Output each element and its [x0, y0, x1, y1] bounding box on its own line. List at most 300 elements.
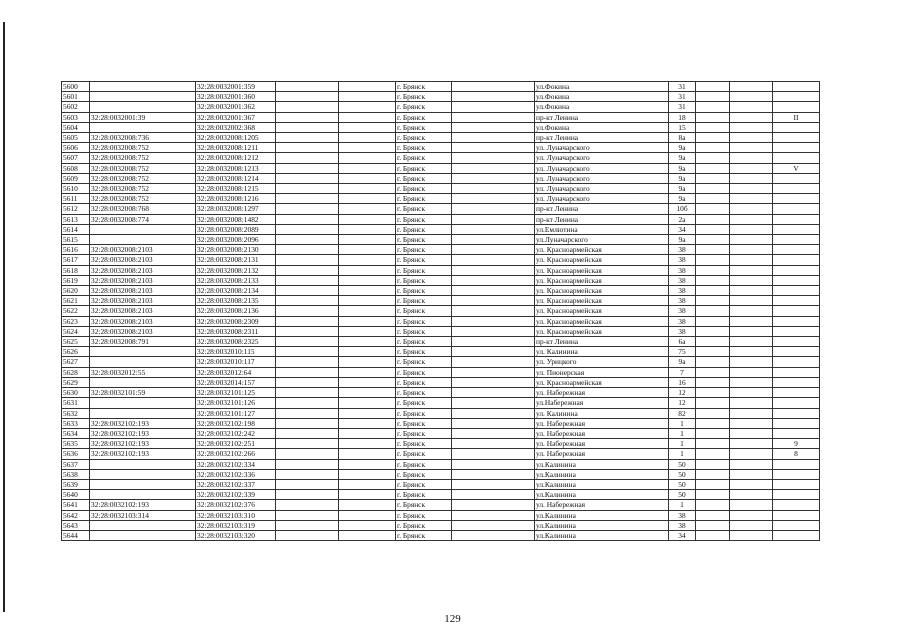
empty-cell: [452, 326, 535, 336]
empty-cell: [730, 388, 773, 398]
empty-cell: [730, 265, 773, 275]
row-number-cell: 5641: [62, 500, 90, 510]
empty-cell: [452, 316, 535, 326]
empty-cell: [696, 122, 730, 132]
empty-cell: [730, 194, 773, 204]
street-cell: ул.Луначарского: [535, 235, 669, 245]
land-cadastral-number-cell: 32:28:0032008:2103: [90, 275, 196, 285]
object-cadastral-number-cell: 32:28:0032002:368: [196, 122, 276, 132]
city-cell: г. Брянск: [396, 357, 452, 367]
empty-cell: [276, 469, 339, 479]
apartment-cell: 9: [773, 439, 820, 449]
empty-cell: [452, 388, 535, 398]
row-number-cell: 5613: [62, 214, 90, 224]
land-cadastral-number-cell: 32:28:0032101:59: [90, 388, 196, 398]
apartment-cell: [773, 184, 820, 194]
city-cell: г. Брянск: [396, 112, 452, 122]
city-cell: г. Брянск: [396, 235, 452, 245]
empty-cell: [339, 133, 396, 143]
empty-cell: [452, 367, 535, 377]
empty-cell: [696, 449, 730, 459]
empty-cell: [276, 245, 339, 255]
table-row: [62, 520, 820, 530]
house-number-cell: 38: [669, 275, 696, 285]
empty-cell: [696, 490, 730, 500]
row-number-cell: 5615: [62, 235, 90, 245]
empty-cell: [730, 510, 773, 520]
apartment-cell: [773, 500, 820, 510]
house-number-cell: 2а: [669, 214, 696, 224]
empty-cell: [452, 530, 535, 540]
street-cell: ул.Набережная: [535, 398, 669, 408]
apartment-cell: [773, 316, 820, 326]
empty-cell: [452, 500, 535, 510]
table-row: [62, 337, 820, 347]
street-cell: ул.Фокина: [535, 122, 669, 132]
empty-cell: [452, 510, 535, 520]
row-number-cell: 5605: [62, 133, 90, 143]
empty-cell: [730, 500, 773, 510]
object-cadastral-number-cell: 32:28:0032008:1211: [196, 143, 276, 153]
empty-cell: [339, 439, 396, 449]
object-cadastral-number-cell: 32:28:0032102:198: [196, 418, 276, 428]
empty-cell: [276, 479, 339, 489]
empty-cell: [730, 153, 773, 163]
street-cell: ул. Красноармейская: [535, 377, 669, 387]
object-cadastral-number-cell: 32:28:0032008:1216: [196, 194, 276, 204]
street-cell: ул.Фокина: [535, 82, 669, 92]
street-cell: ул. Луначарского: [535, 194, 669, 204]
row-number-cell: 5617: [62, 255, 90, 265]
table-row: [62, 459, 820, 469]
empty-cell: [730, 479, 773, 489]
land-cadastral-number-cell: [90, 469, 196, 479]
house-number-cell: 31: [669, 82, 696, 92]
object-cadastral-number-cell: 32:28:0032008:2136: [196, 306, 276, 316]
street-cell: ул.Калинина: [535, 469, 669, 479]
table-row: [62, 102, 820, 112]
object-cadastral-number-cell: 32:28:0032102:339: [196, 490, 276, 500]
land-cadastral-number-cell: [90, 357, 196, 367]
house-number-cell: 7: [669, 367, 696, 377]
object-cadastral-number-cell: 32:28:0032102:376: [196, 500, 276, 510]
city-cell: г. Брянск: [396, 449, 452, 459]
city-cell: г. Брянск: [396, 337, 452, 347]
apartment-cell: [773, 459, 820, 469]
empty-cell: [696, 133, 730, 143]
apartment-cell: [773, 479, 820, 489]
house-number-cell: 12: [669, 388, 696, 398]
empty-cell: [339, 184, 396, 194]
house-number-cell: 38: [669, 510, 696, 520]
empty-cell: [339, 163, 396, 173]
object-cadastral-number-cell: 32:28:0032008:1482: [196, 214, 276, 224]
land-cadastral-number-cell: [90, 479, 196, 489]
land-cadastral-number-cell: 32:28:0032008:736: [90, 133, 196, 143]
row-number-cell: 5638: [62, 469, 90, 479]
street-cell: ул. Красноармейская: [535, 275, 669, 285]
empty-cell: [696, 418, 730, 428]
row-number-cell: 5623: [62, 316, 90, 326]
street-cell: пр-кт Ленина: [535, 112, 669, 122]
empty-cell: [696, 520, 730, 530]
apartment-cell: [773, 235, 820, 245]
empty-cell: [696, 275, 730, 285]
empty-cell: [452, 92, 535, 102]
empty-cell: [696, 296, 730, 306]
land-cadastral-number-cell: 32:28:0032008:774: [90, 214, 196, 224]
street-cell: ул. Красноармейская: [535, 316, 669, 326]
city-cell: г. Брянск: [396, 286, 452, 296]
object-cadastral-number-cell: 32:28:0032103:310: [196, 510, 276, 520]
empty-cell: [339, 500, 396, 510]
empty-cell: [339, 377, 396, 387]
empty-cell: [276, 500, 339, 510]
land-cadastral-number-cell: 32:28:0032008:752: [90, 194, 196, 204]
land-cadastral-number-cell: 32:28:0032008:2103: [90, 265, 196, 275]
land-cadastral-number-cell: 32:28:0032008:2103: [90, 316, 196, 326]
empty-cell: [276, 133, 339, 143]
land-cadastral-number-cell: 32:28:0032008:752: [90, 184, 196, 194]
empty-cell: [452, 347, 535, 357]
empty-cell: [452, 377, 535, 387]
land-cadastral-number-cell: [90, 224, 196, 234]
house-number-cell: 38: [669, 306, 696, 316]
land-cadastral-number-cell: [90, 490, 196, 500]
empty-cell: [339, 479, 396, 489]
empty-cell: [276, 418, 339, 428]
table-row: [62, 449, 820, 459]
city-cell: г. Брянск: [396, 347, 452, 357]
land-cadastral-number-cell: 32:28:0032008:752: [90, 143, 196, 153]
object-cadastral-number-cell: 32:28:0032008:1205: [196, 133, 276, 143]
street-cell: ул. Красноармейская: [535, 286, 669, 296]
house-number-cell: 18: [669, 112, 696, 122]
house-number-cell: 82: [669, 408, 696, 418]
house-number-cell: 9а: [669, 184, 696, 194]
empty-cell: [339, 112, 396, 122]
row-number-cell: 5625: [62, 337, 90, 347]
empty-cell: [276, 112, 339, 122]
apartment-cell: [773, 428, 820, 438]
city-cell: г. Брянск: [396, 296, 452, 306]
apartment-cell: [773, 367, 820, 377]
house-number-cell: 9а: [669, 194, 696, 204]
empty-cell: [696, 245, 730, 255]
empty-cell: [452, 479, 535, 489]
apartment-cell: [773, 153, 820, 163]
empty-cell: [696, 214, 730, 224]
object-cadastral-number-cell: 32:28:0032008:1297: [196, 204, 276, 214]
empty-cell: [696, 306, 730, 316]
empty-cell: [276, 296, 339, 306]
apartment-cell: [773, 255, 820, 265]
city-cell: г. Брянск: [396, 184, 452, 194]
empty-cell: [730, 408, 773, 418]
land-cadastral-number-cell: [90, 102, 196, 112]
empty-cell: [276, 82, 339, 92]
table-row: [62, 439, 820, 449]
row-number-cell: 5612: [62, 204, 90, 214]
object-cadastral-number-cell: 32:28:0032102:266: [196, 449, 276, 459]
object-cadastral-number-cell: 32:28:0032102:242: [196, 428, 276, 438]
empty-cell: [276, 347, 339, 357]
apartment-cell: [773, 122, 820, 132]
street-cell: ул. Набережная: [535, 418, 669, 428]
land-cadastral-number-cell: 32:28:0032102:193: [90, 439, 196, 449]
empty-cell: [730, 163, 773, 173]
row-number-cell: 5616: [62, 245, 90, 255]
table-row: [62, 194, 820, 204]
empty-cell: [452, 255, 535, 265]
empty-cell: [339, 153, 396, 163]
empty-cell: [696, 479, 730, 489]
table-row: [62, 377, 820, 387]
street-cell: ул.Фокина: [535, 92, 669, 102]
empty-cell: [730, 377, 773, 387]
house-number-cell: 6а: [669, 337, 696, 347]
empty-cell: [339, 204, 396, 214]
house-number-cell: 50: [669, 469, 696, 479]
empty-cell: [452, 306, 535, 316]
object-cadastral-number-cell: 32:28:0032008:2089: [196, 224, 276, 234]
house-number-cell: 38: [669, 286, 696, 296]
empty-cell: [730, 255, 773, 265]
house-number-cell: 34: [669, 224, 696, 234]
empty-cell: [452, 296, 535, 306]
empty-cell: [452, 204, 535, 214]
object-cadastral-number-cell: 32:28:0032010:117: [196, 357, 276, 367]
street-cell: ул. Калинина: [535, 408, 669, 418]
city-cell: г. Брянск: [396, 408, 452, 418]
row-number-cell: 5604: [62, 122, 90, 132]
empty-cell: [452, 398, 535, 408]
land-cadastral-number-cell: 32:28:0032103:314: [90, 510, 196, 520]
empty-cell: [730, 214, 773, 224]
street-cell: пр-кт Ленина: [535, 214, 669, 224]
empty-cell: [339, 408, 396, 418]
apartment-cell: [773, 102, 820, 112]
empty-cell: [696, 286, 730, 296]
empty-cell: [730, 204, 773, 214]
empty-cell: [452, 357, 535, 367]
street-cell: ул. Пионерская: [535, 367, 669, 377]
apartment-cell: V: [773, 163, 820, 173]
row-number-cell: 5603: [62, 112, 90, 122]
empty-cell: [696, 255, 730, 265]
city-cell: г. Брянск: [396, 377, 452, 387]
land-cadastral-number-cell: 32:28:0032008:2103: [90, 255, 196, 265]
empty-cell: [452, 449, 535, 459]
street-cell: ул. Луначарского: [535, 173, 669, 183]
empty-cell: [276, 388, 339, 398]
apartment-cell: [773, 173, 820, 183]
city-cell: г. Брянск: [396, 224, 452, 234]
empty-cell: [696, 316, 730, 326]
empty-cell: [730, 398, 773, 408]
empty-cell: [276, 439, 339, 449]
apartment-cell: [773, 418, 820, 428]
land-cadastral-number-cell: [90, 377, 196, 387]
empty-cell: [452, 173, 535, 183]
empty-cell: [339, 255, 396, 265]
empty-cell: [452, 245, 535, 255]
city-cell: г. Брянск: [396, 418, 452, 428]
row-number-cell: 5611: [62, 194, 90, 204]
apartment-cell: 8: [773, 449, 820, 459]
land-cadastral-number-cell: 32:28:0032001:39: [90, 112, 196, 122]
row-number-cell: 5618: [62, 265, 90, 275]
row-number-cell: 5630: [62, 388, 90, 398]
object-cadastral-number-cell: 32:28:0032103:319: [196, 520, 276, 530]
row-number-cell: 5640: [62, 490, 90, 500]
table-row: [62, 184, 820, 194]
land-cadastral-number-cell: 32:28:0032008:752: [90, 153, 196, 163]
land-cadastral-number-cell: [90, 235, 196, 245]
land-cadastral-number-cell: 32:28:0032008:791: [90, 337, 196, 347]
empty-cell: [452, 286, 535, 296]
street-cell: ул. Луначарского: [535, 153, 669, 163]
empty-cell: [339, 367, 396, 377]
row-number-cell: 5629: [62, 377, 90, 387]
street-cell: ул. Набережная: [535, 439, 669, 449]
empty-cell: [276, 326, 339, 336]
empty-cell: [730, 296, 773, 306]
land-cadastral-number-cell: [90, 347, 196, 357]
table-row: [62, 286, 820, 296]
empty-cell: [452, 163, 535, 173]
street-cell: ул.Фокина: [535, 102, 669, 112]
apartment-cell: [773, 388, 820, 398]
empty-cell: [696, 439, 730, 449]
empty-cell: [452, 133, 535, 143]
empty-cell: [452, 265, 535, 275]
table-row: [62, 92, 820, 102]
object-cadastral-number-cell: 32:28:0032101:126: [196, 398, 276, 408]
empty-cell: [696, 224, 730, 234]
land-cadastral-number-cell: 32:28:0032102:193: [90, 428, 196, 438]
empty-cell: [339, 224, 396, 234]
empty-cell: [276, 357, 339, 367]
land-cadastral-number-cell: 32:28:0032012:55: [90, 367, 196, 377]
house-number-cell: 31: [669, 92, 696, 102]
city-cell: г. Брянск: [396, 490, 452, 500]
street-cell: ул.Калинина: [535, 510, 669, 520]
empty-cell: [452, 122, 535, 132]
city-cell: г. Брянск: [396, 122, 452, 132]
row-number-cell: 5621: [62, 296, 90, 306]
house-number-cell: 34: [669, 530, 696, 540]
object-cadastral-number-cell: 32:28:0032008:2130: [196, 245, 276, 255]
object-cadastral-number-cell: 32:28:0032008:1214: [196, 173, 276, 183]
city-cell: г. Брянск: [396, 194, 452, 204]
object-cadastral-number-cell: 32:28:0032008:1212: [196, 153, 276, 163]
house-number-cell: 9а: [669, 173, 696, 183]
city-cell: г. Брянск: [396, 439, 452, 449]
table-row: [62, 388, 820, 398]
object-cadastral-number-cell: 32:28:0032008:2096: [196, 235, 276, 245]
street-cell: ул. Луначарского: [535, 184, 669, 194]
apartment-cell: [773, 326, 820, 336]
empty-cell: [276, 408, 339, 418]
house-number-cell: 1: [669, 500, 696, 510]
row-number-cell: 5622: [62, 306, 90, 316]
house-number-cell: 1: [669, 449, 696, 459]
house-number-cell: 31: [669, 102, 696, 112]
empty-cell: [276, 235, 339, 245]
empty-cell: [696, 347, 730, 357]
empty-cell: [696, 377, 730, 387]
empty-cell: [452, 469, 535, 479]
apartment-cell: [773, 398, 820, 408]
house-number-cell: 1: [669, 428, 696, 438]
empty-cell: [730, 245, 773, 255]
table-row: [62, 143, 820, 153]
table-row: [62, 245, 820, 255]
row-number-cell: 5614: [62, 224, 90, 234]
empty-cell: [276, 204, 339, 214]
table-row: [62, 510, 820, 520]
house-number-cell: 38: [669, 255, 696, 265]
empty-cell: [696, 204, 730, 214]
apartment-cell: [773, 286, 820, 296]
empty-cell: [276, 275, 339, 285]
empty-cell: [276, 316, 339, 326]
land-cadastral-number-cell: [90, 459, 196, 469]
empty-cell: [339, 296, 396, 306]
empty-cell: [696, 326, 730, 336]
city-cell: г. Брянск: [396, 398, 452, 408]
empty-cell: [276, 255, 339, 265]
empty-cell: [276, 184, 339, 194]
table-row: [62, 163, 820, 173]
empty-cell: [452, 143, 535, 153]
street-cell: ул. Набережная: [535, 449, 669, 459]
empty-cell: [696, 112, 730, 122]
empty-cell: [452, 459, 535, 469]
table-row: [62, 357, 820, 367]
apartment-cell: [773, 204, 820, 214]
empty-cell: [276, 306, 339, 316]
street-cell: ул. Урицкого: [535, 357, 669, 367]
table-row: [62, 306, 820, 316]
city-cell: г. Брянск: [396, 143, 452, 153]
empty-cell: [339, 235, 396, 245]
empty-cell: [730, 326, 773, 336]
empty-cell: [696, 194, 730, 204]
empty-cell: [730, 530, 773, 540]
apartment-cell: [773, 357, 820, 367]
page-number: 129: [444, 613, 461, 625]
street-cell: ул. Набережная: [535, 500, 669, 510]
table-row: [62, 235, 820, 245]
table-row: [62, 255, 820, 265]
empty-cell: [730, 133, 773, 143]
empty-cell: [276, 367, 339, 377]
empty-cell: [339, 357, 396, 367]
land-cadastral-number-cell: 32:28:0032008:752: [90, 173, 196, 183]
object-cadastral-number-cell: 32:28:0032012:64: [196, 367, 276, 377]
empty-cell: [276, 122, 339, 132]
empty-cell: [730, 520, 773, 530]
object-cadastral-number-cell: 32:28:0032010:115: [196, 347, 276, 357]
row-number-cell: 5608: [62, 163, 90, 173]
land-cadastral-number-cell: [90, 408, 196, 418]
table-row: [62, 428, 820, 438]
empty-cell: [730, 316, 773, 326]
apartment-cell: [773, 347, 820, 357]
city-cell: г. Брянск: [396, 306, 452, 316]
